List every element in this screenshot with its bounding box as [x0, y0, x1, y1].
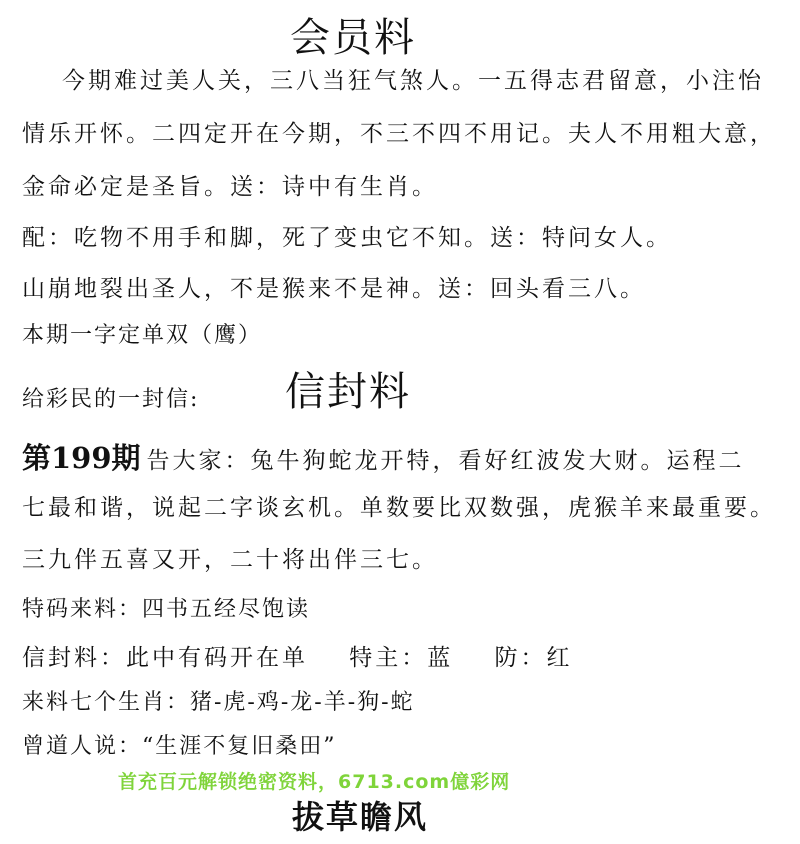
section1-line-3: 金命必定是圣旨。送：诗中有生肖。 — [22, 174, 438, 200]
section2-line-2: 七最和谐，说起二字谈玄机。单数要比双数强，虎猴羊来最重要。 — [22, 495, 776, 521]
section2-line-1: 告大家：兔牛狗蛇龙开特，看好红波发大财。运程二 — [146, 448, 745, 474]
section2-issue-line — [22, 436, 745, 477]
section2-intro: 给彩民的一封信: — [22, 387, 200, 412]
section1-line-5: 山崩地裂出圣人，不是猴来不是神。送：回头看三八。 — [22, 276, 646, 302]
section2-item-1: 特码来料：四书五经尽饱读 — [22, 597, 311, 622]
section1-line-2: 情乐开怀。二四定开在今期，不三不四不用记。夫人不用粗大意， — [22, 121, 776, 147]
promo-watermark: 首充百元解锁绝密资料，6713.com億彩网 — [118, 771, 511, 793]
section2-line-3: 三九伴五喜又开，二十将出伴三七。 — [22, 547, 438, 573]
footer-title: 拔草瞻风 — [292, 798, 429, 836]
section1-line-4: 配：吃物不用手和脚，死了变虫它不知。送：特问女人。 — [22, 225, 672, 251]
section1-line-6: 本期一字定单双（鹰） — [22, 323, 263, 348]
section2-title: 信封料 — [285, 369, 411, 415]
section2-item-2: 信封料：此中有码开在单 特主：蓝 防：红 — [22, 645, 573, 671]
section1-line-1: 今期难过美人关，三八当狂气煞人。一五得志君留意，小注怡 — [62, 68, 764, 94]
section1-title: 会员料 — [290, 15, 416, 61]
issue-label: 第199期 — [22, 441, 141, 475]
section2-item-3: 来料七个生肖：猪-虎-鸡-龙-羊-狗-蛇 — [22, 690, 415, 715]
section2-item-4: 曾道人说：“生涯不复旧桑田” — [22, 734, 337, 759]
